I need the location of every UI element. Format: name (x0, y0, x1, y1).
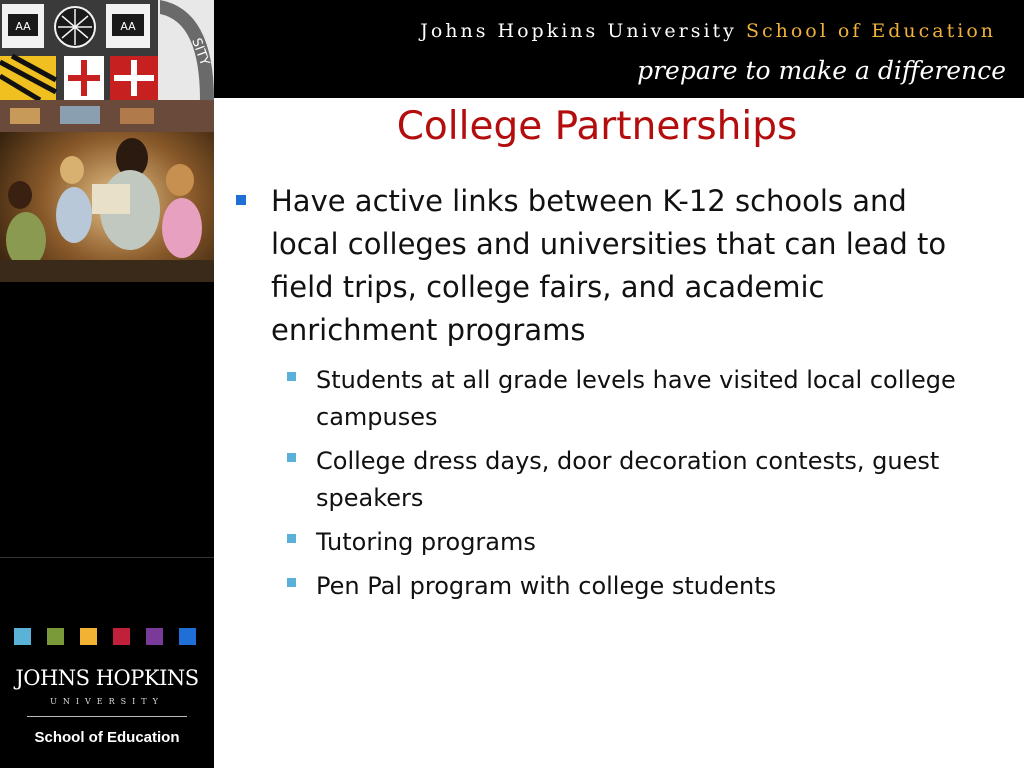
sub-bullet-text: Tutoring programs (316, 528, 536, 556)
color-square-2 (47, 628, 64, 645)
square-bullet-icon (287, 578, 296, 587)
square-bullet-icon (287, 453, 296, 462)
sub-bullet-text: Pen Pal program with college students (316, 572, 777, 600)
jhu-logo-university: UNIVERSITY (50, 697, 164, 706)
square-bullet-icon (287, 372, 296, 381)
jhu-logo-name: JOHNS HOPKINS (15, 666, 199, 690)
color-square-5 (146, 628, 163, 645)
jhu-logo-school: School of Education (34, 729, 180, 746)
sub-bullet-item (228, 568, 988, 605)
left-sidebar (0, 0, 214, 768)
square-bullet-icon (236, 195, 246, 205)
color-square-6 (179, 628, 196, 645)
svg-text:AA: AA (15, 20, 31, 33)
maryland-crest-graphic (0, 0, 214, 100)
square-bullet-icon (287, 534, 296, 543)
sub-bullet-text: Students at all grade levels have visited local college campuses (316, 366, 956, 431)
slide-content (228, 180, 988, 612)
logo-rule (27, 716, 187, 717)
color-square-1 (14, 628, 31, 645)
school-name: School of Education (745, 20, 996, 42)
header-university-line (420, 20, 996, 42)
color-square-4 (113, 628, 130, 645)
sub-bullet-item (228, 362, 988, 436)
university-name: Johns Hopkins University (420, 20, 737, 42)
svg-text:SITY: SITY (188, 36, 212, 68)
sidebar-divider (0, 557, 214, 558)
color-square-3 (80, 628, 97, 645)
bullet-text: Have active links between K-12 schools and local colleges and universities that can lead to field trips, college fairs, and academic enrichment programs (271, 184, 947, 347)
classroom-photo (0, 100, 214, 282)
slide-title: College Partnerships (396, 104, 798, 149)
sub-bullet-text: College dress days, door decoration contests, guest speakers (316, 447, 940, 512)
bullet-item (228, 180, 988, 352)
svg-text:AA: AA (120, 20, 136, 33)
color-squares (14, 628, 196, 645)
sub-bullet-item (228, 443, 988, 517)
tagline: prepare to make a difference (637, 56, 1006, 85)
sub-bullet-item (228, 524, 988, 561)
